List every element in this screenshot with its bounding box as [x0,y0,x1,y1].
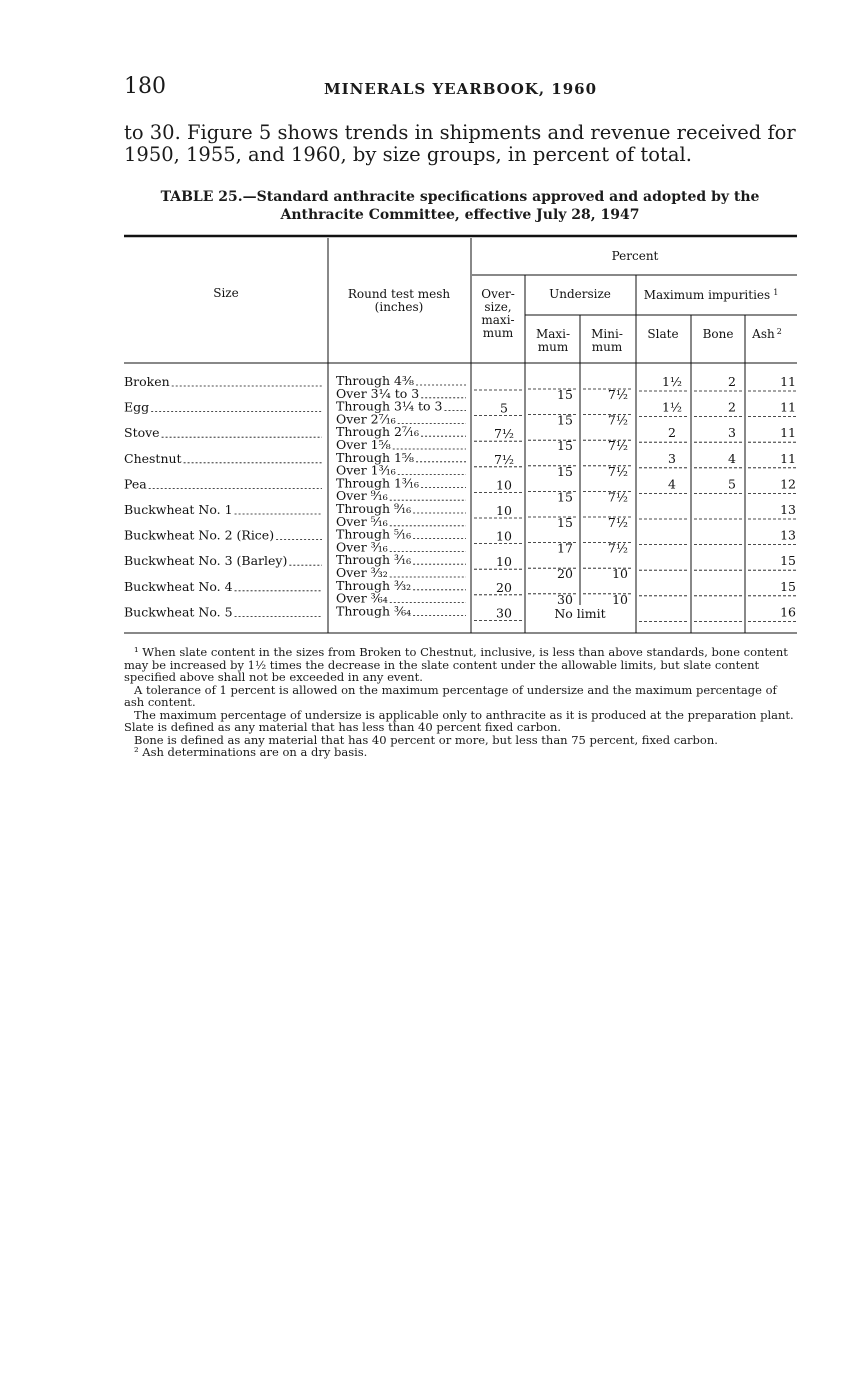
oversize-column [474,390,522,620]
undersize-min-value: 7½ [607,412,628,428]
undersize-min-value: 7½ [607,489,628,505]
header-over-2: size, [484,300,512,314]
undersize-min-value: 10 [612,566,628,582]
ash-value: 15 [780,553,796,569]
header-over-4: mum [482,326,514,340]
mesh-line: Through ⁵⁄₁₆ [336,526,412,542]
mesh-line: Over ⁵⁄₁₆ [336,513,388,529]
header-over-1: Over- [481,287,515,301]
undersize-min-value: 7½ [607,438,628,454]
undersize-min-value: 7½ [607,463,628,479]
header-ash-note: 2 [776,327,782,336]
oversize-value: 7½ [493,451,515,467]
ash-value: 11 [780,374,796,389]
ash-value: 13 [780,502,796,517]
ash-value: 11 [780,425,796,441]
mesh-line: Through ³⁄₆₄ [336,603,412,619]
mesh-line: Over 2⁷⁄₁₆ [336,411,396,427]
running-title: MINERALS YEARBOOK, 1960 [324,80,598,98]
bone-column [694,374,742,621]
header-min-1: Mini- [591,327,623,341]
oversize-value: 10 [496,554,512,570]
oversize-value: 10 [496,477,512,493]
mesh-line: Through 4⅜ [336,373,415,388]
bone-value: 2 [728,374,736,389]
mesh-line: Over 1⅝ [336,437,391,452]
caption-line-2: Anthracite Committee, effective July 28, 1947 [280,207,640,223]
footnote-3: The maximum percentage of undersize is applicable only to anthracite as it is produced at the preparation plant. Slate is defined as any material that has less than 40 percent fixed carbon. [124,707,794,734]
size-label: Buckwheat No. 1 [124,502,233,517]
undersize-min-value: 7½ [607,387,628,402]
mesh-line: Over ³⁄₃₂ [336,565,388,580]
header-min-2: mum [591,340,623,354]
footnotes [124,646,800,759]
oversize-value: 5 [500,400,508,416]
undersize-max-value: 15 [557,463,573,479]
oversize-value: 20 [496,579,512,595]
intro-paragraph: to 30. Figure 5 shows trends in shipments and revenue received for 1950, 1955, and 1960, by size groups, in percent of total. [124,121,796,166]
header-max-1: Maxi- [535,327,571,341]
page-number: 180 [124,74,166,99]
undersize-max-value: 15 [557,515,573,530]
oversize-value: 10 [496,503,512,518]
size-label: Pea [124,476,147,492]
mesh-line: Through ³⁄₁₆ [336,552,412,568]
ash-value: 12 [780,476,796,492]
oversize-value: 30 [496,605,512,621]
mesh-line: Over 3¼ to 3 [336,385,420,401]
mesh-line: Over ³⁄₆₄ [336,590,388,606]
slate-value: 3 [668,450,676,466]
undersize-max-value: 30 [557,591,573,607]
header-bone: Bone [702,327,734,341]
slate-value: 4 [668,476,676,492]
slate-value: 1½ [661,399,683,415]
header-ash [751,327,782,341]
size-label: Buckwheat No. 2 (Rice) [124,527,275,543]
undersize-max-value: 20 [557,566,573,582]
ash-value: 16 [780,604,796,620]
ash-value: 11 [780,450,796,466]
undersize-min-column [583,387,633,607]
size-label: Broken [124,374,170,389]
mesh-column [336,373,466,618]
mesh-line: Through 3¼ to 3 [336,398,443,414]
mesh-line: Through 2⁷⁄₁₆ [336,424,420,440]
mesh-line: Over ³⁄₁₆ [336,539,388,555]
mesh-line: Through 1³⁄₁₆ [336,475,420,491]
undersize-min-value: 7½ [607,515,628,530]
header-impurities-label: Maximum impurities [643,288,771,302]
mesh-line: Over 1³⁄₁₆ [336,462,396,478]
size-label: Buckwheat No. 3 (Barley) [124,553,288,569]
bone-value: 4 [728,450,736,466]
undersize-max-value: 15 [557,387,573,402]
bone-value: 5 [728,476,736,492]
header-impurities-note: 1 [773,288,779,297]
size-column [124,374,322,619]
mesh-line: Through 1⅝ [336,449,415,465]
header-over-3: maxi- [481,313,515,327]
header-percent: Percent [611,249,659,263]
header-ash-label: Ash [752,327,775,341]
undersize-min-value: 10 [612,591,628,607]
undersize-max-value: 17 [557,540,573,556]
undersize-max-value: 15 [557,489,573,505]
footnote-2: A tolerance of 1 percent is allowed on the maximum percentage of undersize and the maximum percentage of ash content. [124,682,777,709]
ash-column [748,374,796,621]
ash-value: 15 [780,578,796,594]
mesh-line: Through ⁹⁄₁₆ [336,501,412,516]
header-max-2: mum [537,340,569,354]
undersize-min-value: 7½ [607,540,628,556]
mesh-line: Over ⁹⁄₁₆ [336,488,388,504]
undersize-max-value: 15 [557,438,573,454]
header-mesh-line1: Round test mesh [347,287,451,301]
bone-value: 3 [728,425,736,441]
bone-value: 2 [728,399,736,415]
size-label: Egg [124,399,150,415]
footnote-1: ¹ When slate content in the sizes from Broken to Chestnut, inclusive, is less than above standards, bone content may be increased by 1½ times the decrease in the slate content under the allowable limits, but slate content specified above shall not be exceeded in any event. [124,645,788,684]
slate-value: 1½ [661,374,683,389]
slate-value: 2 [668,425,676,441]
oversize-value: 7½ [493,426,515,442]
mesh-line: Through ³⁄₃₂ [336,577,412,593]
footnote-4: Bone is defined as any material that has 40 percent or more, but less than 75 percent, fixed carbon. [134,732,718,747]
specifications-table [0,0,858,640]
ash-value: 11 [780,399,796,415]
size-label: Stove [124,425,160,441]
header-undersize: Undersize [549,287,611,301]
oversize-value: 10 [496,528,512,544]
undersize-max-value: 15 [557,412,573,428]
size-label: Buckwheat No. 4 [124,578,233,594]
no-limit-cell: No limit [554,606,606,621]
header-impurities [644,288,779,302]
footnote-5: ² Ash determinations are on a dry basis. [134,745,368,759]
undersize-max-column [528,387,578,607]
caption-line-1: TABLE 25.—Standard anthracite specifications approved and adopted by the [160,189,760,205]
header-size: Size [213,286,239,300]
ash-value: 13 [780,527,796,543]
slate-column [639,374,688,621]
header-slate: Slate [647,327,679,341]
size-label: Buckwheat No. 5 [124,604,233,620]
header-mesh-line2: (inches) [374,300,424,314]
size-label: Chestnut [124,450,182,466]
